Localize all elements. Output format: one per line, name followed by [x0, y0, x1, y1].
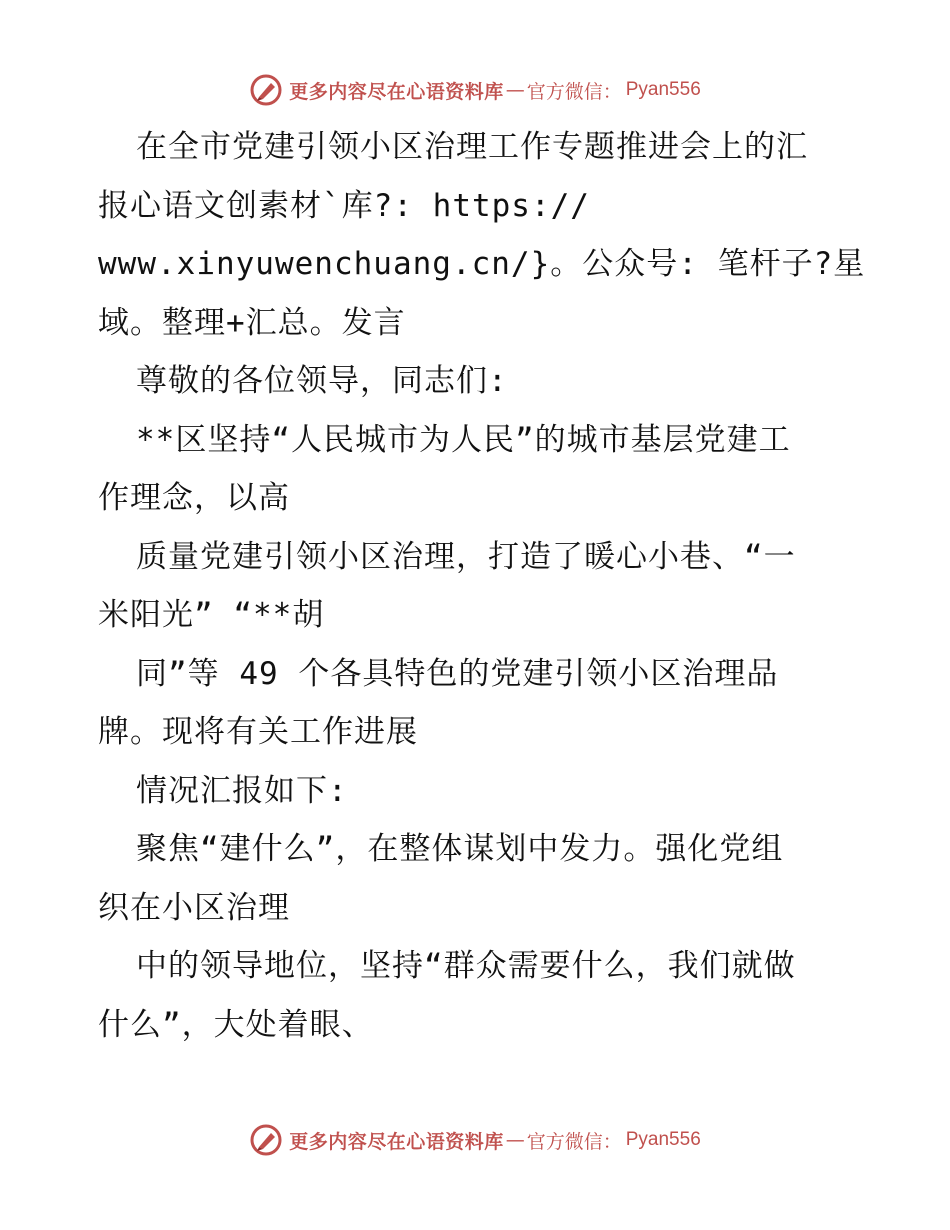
body-line: 域。整理+汇总。发言	[98, 304, 406, 341]
body-line: 聚焦“建什么”，在整体谋划中发力。强化党组	[136, 831, 784, 867]
banner-dash: —	[505, 1129, 525, 1151]
header-banner	[0, 70, 950, 110]
body-line: 作理念，以高	[98, 480, 290, 516]
body-line: 情况汇报如下:	[136, 772, 348, 809]
banner-label: 官方微信：	[526, 80, 622, 103]
body-line: 报心语文创素材`库?: https://	[98, 187, 590, 224]
body-line: 质量党建引领小区治理，打造了暖心小巷、“一	[136, 538, 796, 575]
banner-label: 官方微信：	[526, 1130, 622, 1153]
pen-logo-icon	[249, 73, 283, 107]
banner-handle: Pyan556	[625, 79, 701, 100]
body-line: www.xinyuwenchuang.cn/}。公众号: 笔杆子?星	[98, 246, 866, 282]
body-line: 牌。现将有关工作进展	[98, 714, 418, 750]
body-line: 中的领导地位，坚持“群众需要什么，我们就做	[136, 948, 796, 984]
pen-logo-icon	[249, 1123, 283, 1157]
banner-title: 更多内容尽在心语资料库	[289, 1130, 504, 1153]
body-line: 尊敬的各位领导，同志们:	[136, 363, 508, 399]
body-line: 什么”，大处着眼、	[98, 1006, 374, 1043]
body-line: 织在小区治理	[98, 889, 290, 926]
body-line: 在全市党建引领小区治理工作专题推进会上的汇	[136, 129, 808, 165]
body-line: 同”等 49 个各具特色的党建引领小区治理品	[136, 655, 779, 692]
banner-handle: Pyan556	[625, 1129, 701, 1150]
body-line: **区坚持“人民城市为人民”的城市基层党建工	[136, 421, 791, 458]
body-line: 米阳光” “**胡	[98, 597, 325, 633]
footer-banner	[0, 1120, 950, 1160]
banner-dash: —	[505, 79, 525, 101]
banner-title: 更多内容尽在心语资料库	[289, 80, 504, 103]
document-body	[98, 118, 866, 1054]
